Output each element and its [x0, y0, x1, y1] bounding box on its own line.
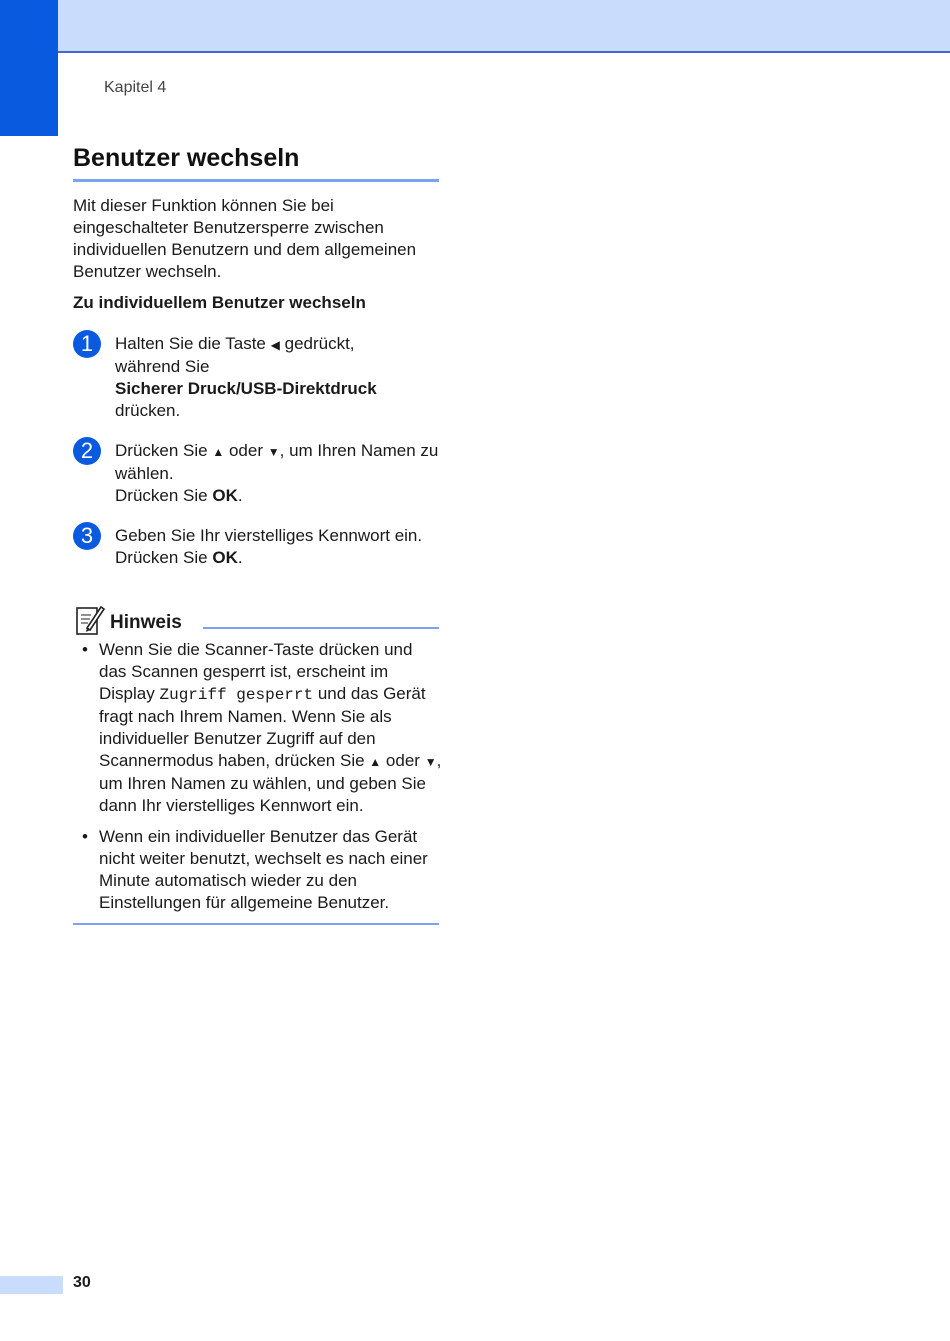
- ok-key-name: OK: [212, 486, 238, 505]
- title-underline: [73, 179, 439, 182]
- intro-paragraph: Mit dieser Funktion können Sie bei eingeschalteter Benutzersperre zwischen individuellen Benutzern und dem allgemeinen Benutzer wechseln.: [73, 196, 417, 281]
- step-2: [73, 437, 443, 507]
- note-list: [82, 639, 442, 923]
- note-item-1-b: und das Gerät fragt nach Ihrem Namen. Wenn Sie als individueller Benutzer Zugriff auf den Scannermodus haben, drücken Sie: [99, 684, 426, 770]
- footer-band: [0, 1276, 63, 1294]
- step-number-1: 1: [73, 330, 101, 358]
- note-item-2-text: Wenn ein individueller Benutzer das Gerät nicht weiter benutzt, wechselt es nach einer Minute automatisch wieder zu den Einstellungen für allgemeine Benutzer.: [99, 827, 428, 912]
- note-label: Hinweis: [110, 612, 182, 633]
- section-title: Benutzer wechseln: [73, 144, 300, 172]
- note-item-1-c: , um Ihren Namen zu wählen, und geben Sie dann Ihr vierstelliges Kennwort ein.: [99, 751, 442, 815]
- step-2-press: Drücken Sie: [115, 486, 208, 505]
- chapter-label: Kapitel 4: [104, 79, 167, 96]
- step-3: [73, 522, 443, 569]
- note-header: [75, 604, 440, 636]
- note-header-rule: [203, 627, 439, 629]
- step-1: [73, 330, 443, 422]
- step-2-text-b: , um Ihren Namen zu wählen.: [115, 441, 439, 483]
- bullet: •: [82, 827, 88, 846]
- left-arrow-icon: ◀: [270, 338, 280, 352]
- note-item-2: [82, 826, 442, 914]
- step-number-3: 3: [73, 522, 101, 550]
- step-2-period: .: [237, 486, 243, 505]
- subheading: Zu individuellem Benutzer wechseln: [73, 293, 366, 312]
- page-number: 30: [73, 1274, 91, 1291]
- step-3-press: Drücken Sie: [115, 548, 208, 567]
- step-1-text-d: drücken.: [115, 401, 181, 420]
- note-item-1-or: oder: [385, 751, 420, 770]
- step-3-text: [115, 522, 443, 569]
- step-1-text-a: Halten Sie die Taste: [115, 334, 266, 353]
- secure-print-key-name: Sicherer Druck/USB-Direktdruck: [115, 379, 377, 398]
- step-3-text-a: Geben Sie Ihr vierstelliges Kennwort ein.: [115, 526, 423, 545]
- step-2-text: [115, 437, 443, 507]
- step-1-text-b: gedrückt,: [284, 334, 355, 353]
- chapter-tab-marker: [0, 0, 58, 136]
- down-arrow-icon: ▼: [267, 445, 280, 459]
- note-bottom-rule: [73, 923, 439, 925]
- header-band: [0, 0, 950, 53]
- up-arrow-icon: ▲: [212, 445, 225, 459]
- down-arrow-icon: ▼: [424, 755, 437, 769]
- note-item-1: [82, 639, 442, 817]
- step-1-text: [115, 330, 443, 422]
- step-3-period: .: [237, 548, 243, 567]
- step-2-or: oder: [228, 441, 263, 460]
- step-number-2: 2: [73, 437, 101, 465]
- note-pencil-icon: [75, 604, 105, 636]
- ok-key-name: OK: [212, 548, 238, 567]
- note-item-1-a: Wenn Sie die Scanner-Taste drücken und das Scannen gesperrt ist, erscheint im Display: [99, 640, 413, 703]
- bullet: •: [82, 640, 88, 659]
- up-arrow-icon: ▲: [369, 755, 382, 769]
- display-message: Zugriff gesperrt: [159, 686, 314, 704]
- step-2-text-a: Drücken Sie: [115, 441, 208, 460]
- step-1-text-c: während Sie: [115, 357, 210, 376]
